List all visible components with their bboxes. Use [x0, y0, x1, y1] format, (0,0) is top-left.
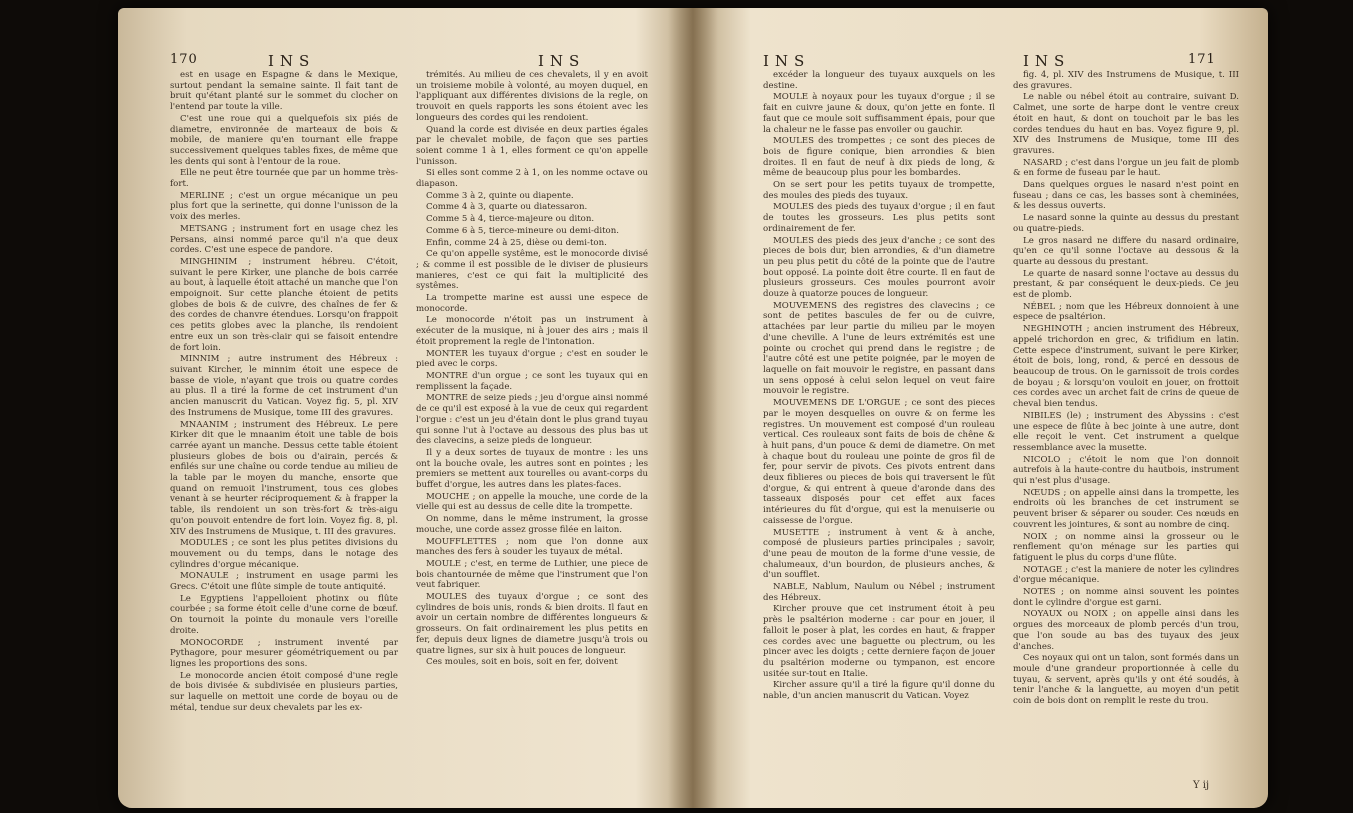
paragraph: MOUVEMENS des registres des clavecins ; ce sont de petites bascules de fer ou de cuivre, attachées par leur partie du milieu par le moyen d'une cheville. A l'une de leurs extrémités est une pointe ou crochet qui prend dans le registre ; de l'autre côté est une petite poignée, par le moyen de laquelle on fait mouvoir le registre, en passant dans un sens opposé à celui selon lequel on veut faire mouvoir le registre.	[763, 300, 995, 397]
open-book	[118, 8, 1268, 808]
paragraph: On nomme, dans le même instrument, la grosse mouche, une corde assez grosse filée en laiton.	[416, 514, 648, 535]
paragraph: MOUFFLETTES ; nom que l'on donne aux manches des fers à souder les tuyaux de métal.	[416, 536, 648, 558]
paragraph: MOULES des pieds des tuyaux d'orgue ; il en faut de toutes les grosseurs. Les plus petits sont ordinairement de fer.	[763, 202, 995, 234]
right-column-2	[1013, 70, 1239, 792]
running-head-right-2: INS	[1023, 52, 1071, 70]
paragraph: Comme 4 à 3, quarte ou diatessaron.	[426, 202, 588, 213]
paragraph: Elle ne peut être tournée que par un homme très-fort.	[170, 168, 398, 190]
paragraph: C'est une roue qui a quelquefois six piés de diametre, environnée de marteaux de bois & mobile, de maniere qu'en tournant elle frappe successivement quelques tables fixes, de même que les dents qui sont à l'entour de la roue.	[170, 113, 398, 167]
paragraph: MONTER les tuyaux d'orgue ; c'est en souder le pied avec le corps.	[416, 348, 648, 370]
paragraph: MOULE ; c'est, en terme de Luthier, une piece de bois chantournée de même que l'instrument que l'on veut fabriquer.	[416, 558, 648, 591]
running-head-right-1: INS	[763, 52, 811, 70]
paragraph: Comme 3 à 2, quinte ou diapente.	[426, 190, 574, 201]
paragraph: Si elles sont comme 2 à 1, on les nomme octave ou diapason.	[416, 168, 648, 190]
paragraph: Kircher assure qu'il a tiré la figure qu'il donne du nable, d'un ancien manuscrit du Vatican. Voyez	[763, 680, 995, 702]
paragraph: NŒUDS ; on appelle ainsi dans la trompette, les endroits où les branches de cet instrument se peuvent briser & séparer ou souder. Ces nœuds en couvrent les jointures, & sont au nombre de cinq.	[1013, 487, 1239, 530]
paragraph: fig. 4, pl. XIV des Instrumens de Musique, t. III des gravures.	[1013, 70, 1239, 91]
right-column-1	[763, 70, 995, 792]
paragraph: NICOLO ; c'étoit le nom que l'on donnoit autrefois à la haute-contre du hautbois, instrument qui n'est plus d'usage.	[1013, 454, 1239, 487]
paragraph: METSANG ; instrument fort en usage chez les Persans, ainsi nommé parce qu'il n'a que deux cordes. C'est une espece de pandore.	[170, 223, 398, 256]
paragraph: NOTES ; on nomme ainsi souvent les pointes dont le cylindre d'orgue est garni.	[1013, 587, 1239, 608]
paragraph: Le Egyptiens l'appelloient photinx ou flûte courbée ; sa forme étoit celle d'une corne de bœuf. On tournoit la pointe du monaule vers l'oreille droite.	[170, 593, 398, 636]
paragraph: Kircher prouve que cet instrument étoit à peu près le psaltérion moderne : car pour en jouer, il falloit le poser à plat, les cordes en haut, & frapper ces cordes avec une baguette ou plectrum, ou les pincer avec les doigts ; cette derniere façon de jouer du psaltérion moderne ou tympanon, est encore usitée sur-tout en Italie.	[763, 604, 995, 679]
left-page	[118, 8, 688, 808]
paragraph: Comme 5 à 4, tierce-majeure ou diton.	[426, 214, 595, 225]
page-number-left: 170	[170, 52, 198, 67]
paragraph: trémités. Au milieu de ces chevalets, il y en avoit un troisieme mobile à volonté, au moyen duquel, en l'appliquant aux différentes divisions de la regle, on trouvoit en quels rapports les sons étoient avec les longueurs des cordes qui les rendoient.	[416, 70, 648, 123]
paragraph: MOULES des pieds des jeux d'anche ; ce sont des pieces de bois dur, bien arrondies, & d'un diametre un peu plus petit du côté de la pointe que de l'autre bout opposé. La pointe doit être courte. Il en faut de plusieurs grosseurs. Ces moules pourront avoir douze à quatorze pouces de longueur.	[763, 235, 995, 300]
paragraph: NOIX ; on nomme ainsi la grosseur ou le renflement qu'on ménage sur les parties qui fatiguent le plus du corps d'une flûte.	[1013, 531, 1239, 563]
paragraph: NASARD ; c'est dans l'orgue un jeu fait de plomb & en forme de fuseau par le haut.	[1013, 157, 1239, 179]
paragraph: MNAANIM ; instrument des Hébreux. Le pere Kirker dit que le mnaanim étoit une table de bois carrée ayant un manche. Dessus cette table étoient plusieurs globes de bois ou d'airain, percés & enfilés sur une chaîne ou corde tendue au milieu de la table par le moyen du manche, ensorte que quand on remuoit l'instrument, tous ces globes venant à se heurter réciproquement & à frapper la table, ils rendoient un son très-fort & très-aigu qu'on pouvoit entendre de fort loin. Voyez fig. 8, pl. XIV des Instrumens de Musique, t. III des gravures.	[170, 419, 398, 537]
paragraph: MODULES ; ce sont les plus petites divisions du mouvement ou du temps, dans le notage des cylindres d'orgue mécanique.	[170, 538, 398, 570]
paragraph: Le gros nasard ne differe du nasard ordinaire, qu'en ce qu'il sonne l'octave au dessous & la quarte au dessous du prestant.	[1013, 235, 1239, 267]
paragraph: MONOCORDE ; instrument inventé par Pythagore, pour mesurer géométriquement ou par lignes les proportions des sons.	[170, 637, 398, 669]
running-head-left-2: INS	[538, 52, 586, 70]
paragraph: MOULES des trompettes ; ce sont des pieces de bois de figure conique, bien arrondies & bien droites. Il en faut de neuf à dix pieds de long, & même de beaucoup plus pour les bombardes.	[763, 136, 995, 179]
paragraph: La trompette marine est aussi une espece de monocorde.	[416, 293, 648, 314]
paragraph: NEGHINOTH ; ancien instrument des Hébreux, appelé trichordon en grec, & trifidium en latin. Cette espece d'instrument, suivant le pere Kirker, étoit de bois, long, rond, & percé en dessous de beaucoup de trous. On le garnissoit de trois cordes de boyau ; & lorsqu'on vouloit en jouer, on frottoit ces cordes avec un archet fait de crins de queue de cheval bien tendus.	[1013, 324, 1239, 410]
paragraph: NABLE, Nablum, Naulum ou Nébel ; instrument des Hébreux.	[763, 582, 995, 603]
right-page	[693, 8, 1268, 808]
page-number-right: 171	[1188, 52, 1216, 67]
paragraph: NOTAGE ; c'est la maniere de noter les cylindres d'orgue mécanique.	[1013, 564, 1239, 586]
paragraph: Il y a deux sortes de tuyaux de montre : les uns ont la bouche ovale, les autres sont en pointes ; les premiers se mettent aux tourelles ou avant-corps du buffet d'orgue, les autres dans les plates-faces.	[416, 447, 648, 491]
paragraph: excéder la longueur des tuyaux auxquels on les destine.	[763, 70, 995, 91]
paragraph: MOULES des tuyaux d'orgue ; ce sont des cylindres de bois unis, ronds & bien droits. Il faut en avoir un certain nombre de différentes longueurs & grosseurs. On fait ordinairement les plus petits en fer, depuis deux lignes de diametre jusqu'à trois ou quatre lignes, sur six à huit pouces de longueur.	[416, 592, 648, 656]
paragraph: est en usage en Espagne & dans le Mexique, surtout pendant la semaine sainte. Il fait tant de bruit qu'étant planté sur le sommet du clocher on l'entend par toute la ville.	[170, 70, 398, 113]
paragraph: NIBILES (le) ; instrument des Abyssins : c'est une espece de flûte à bec jointe à une autre, dont elle reçoit le vent. Cet instrument a quelque ressemblance avec la musette.	[1013, 410, 1239, 453]
left-column-2	[416, 70, 648, 792]
paragraph: Le quarte de nasard sonne l'octave au dessus du prestant, & par conséquent le deux-pieds. Ce jeu est de plomb.	[1013, 268, 1239, 301]
paragraph: Le nable ou nébel étoit au contraire, suivant D. Calmet, une sorte de harpe dont le ventre creux étoit en haut, & dont on touchoit par le bas les cordes tendues du haut en bas. Voyez figure 9, pl. XIV des Instrumens de Musique, tome III des gravures.	[1013, 92, 1239, 156]
paragraph: MINNIM ; autre instrument des Hébreux : suivant Kircher, le minnim étoit une espece de basse de viole, n'ayant que trois ou quatre cordes au plus. Il a tiré la forme de cet instrument d'un ancien manuscrit du Vatican. Voyez fig. 5, pl. XIV des Instrumens de Musique, tome III des gravures.	[170, 354, 398, 418]
running-head-left-1: INS	[268, 52, 316, 70]
paragraph: Comme 6 à 5, tierce-mineure ou demi-diton.	[426, 225, 619, 236]
paragraph: MOUVEMENS DE L'ORGUE ; ce sont des pieces par le moyen desquelles on ouvre & on ferme les registres. Un mouvement est composé d'un rouleau vertical. Ces rouleaux sont faits de bois de chêne & à huit pans, d'un pouce & demi de diametre. On met à chaque bout du rouleau une pointe de gros fil de fer, pour servir de pivots. Ces pivots entrent dans deux fiblieres ou pieces de bois qui traversent le fût d'orgue, & qui entrent à queue d'aronde dans des tasseaux disposés pour cet effet aux faces intérieures du fût d'orgue, qui est la menuiserie ou caissesse de l'orgue.	[763, 398, 995, 526]
paragraph: Le monocorde n'étoit pas un instrument à exécuter de la musique, ni à jouer des airs ; mais il étoit proprement la regle de l'intonation.	[416, 315, 648, 347]
paragraph: Enfin, comme 24 à 25, dièse ou demi-ton.	[426, 237, 607, 248]
paragraph: Ce qu'on appelle systême, est le monocorde divisé ; & comme il est possible de le diviser de plusieurs manieres, c'est ce qui fait la multiplicité des systêmes.	[416, 249, 648, 292]
paragraph: MINGHINIM ; instrument hébreu. C'étoit, suivant le pere Kirker, une planche de bois carrée au bout, à laquelle étoit attaché un manche que l'on empoignoit. Sur cette planche étoient de petits globes de bois & de cuivre, des chaînes de fer & des cordes de chanvre étendues. Lorsqu'on frappoit ces petits globes avec la planche, ils rendoient entre eux un son très-clair qui se faisoit entendre de fort loin.	[170, 256, 398, 353]
paragraph: On se sert pour les petits tuyaux de trompette, des moules des pieds des tuyaux.	[763, 180, 995, 201]
paragraph: MONTRE d'un orgue ; ce sont les tuyaux qui en remplissent la façade.	[416, 370, 648, 392]
paragraph: NOYAUX ou NOIX ; on appelle ainsi dans les orgues des morceaux de plomb percés d'un trou, que l'on soude au bas des tuyaux des jeux d'anches.	[1013, 609, 1239, 652]
paragraph: Dans quelques orgues le nasard n'est point en fuseau ; dans ce cas, les basses sont à cheminées, & les dessus ouverts.	[1013, 180, 1239, 212]
left-column-1	[170, 70, 398, 792]
paragraph: Quand la corde est divisée en deux parties égales par le chevalet mobile, de façon que ses parties soient comme 1 à 1, elles forment ce qu'on appelle l'unisson.	[416, 124, 648, 167]
paragraph: Ces noyaux qui ont un talon, sont formés dans un moule d'une grandeur proportionnée à celle du tuyau, & servent, après qu'ils y ont été soudés, à tenir l'anche & la languette, au moyen d'un petit coin de bois dont on remplit le reste du trou.	[1013, 653, 1239, 707]
paragraph: MONTRE de seize pieds ; jeu d'orgue ainsi nommé de ce qu'il est exposé à la vue de ceux qui regardent l'orgue : c'est un jeu d'étain dont le plus grand tuyau qui sonne l'ut à l'octave au dessous des plus bas ut des clavecins, a seize pieds de longueur.	[416, 393, 648, 447]
paragraph: Le nasard sonne la quinte au dessus du prestant ou quatre-pieds.	[1013, 213, 1239, 234]
paragraph: MUSETTE ; instrument à vent & à anche, composé de plusieurs parties principales ; savoir, d'une peau de mouton de la forme d'une vessie, de chalumeaux, d'un bourdon, de plusieurs anches, & d'un soufflet.	[763, 527, 995, 581]
paragraph: MOULE à noyaux pour les tuyaux d'orgue ; il se fait en cuivre jaune & doux, qu'on jette en fonte. Il faut que ce moule soit suffisamment épais, pour que la chaleur ne le fasse pas envoiler ou gauchir.	[763, 92, 995, 135]
paragraph: Le monocorde ancien étoit composé d'une regle de bois divisée & subdivisée en plusieurs parties, sur laquelle on mettoit une corde de boyau ou de métal, tendue sur deux chevalets par les ex-	[170, 670, 398, 713]
paragraph: MERLINE ; c'est un orgue mécanique un peu plus fort que la serinette, qui donne l'unisson de la voix des merles.	[170, 190, 398, 223]
paragraph: Ces moules, soit en bois, soit en fer, doivent	[426, 657, 618, 668]
paragraph: MONAULE ; instrument en usage parmi les Grecs. C'étoit une flûte simple de toute antiquité.	[170, 571, 398, 593]
signature-mark: Y ij	[1193, 780, 1210, 791]
paragraph: NÉBEL ; nom que les Hébreux donnoient à une espece de psaltérion.	[1013, 301, 1239, 323]
paragraph: MOUCHE ; on appelle la mouche, une corde de la vielle qui est au dessus de celle dite la trompette.	[416, 491, 648, 513]
